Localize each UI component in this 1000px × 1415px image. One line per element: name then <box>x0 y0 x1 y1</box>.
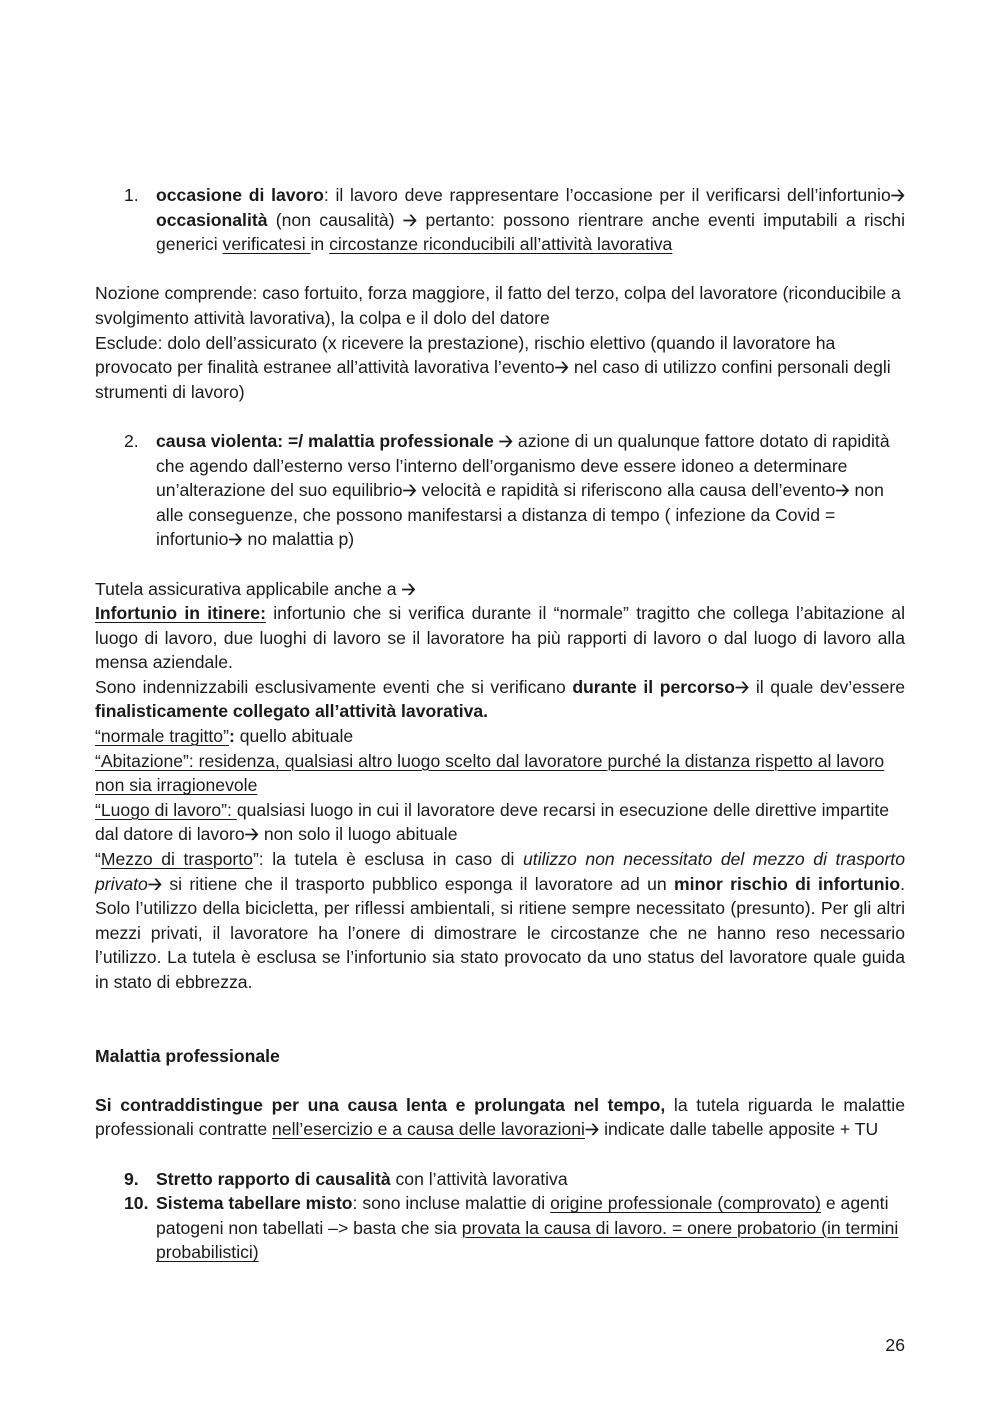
arrow-right-icon: 🡢 <box>498 430 514 451</box>
arrow-right-icon: 🡢 <box>584 1119 600 1140</box>
arrow-right-icon: 🡢 <box>735 676 750 697</box>
page-content <box>95 183 905 1265</box>
section-heading-malattia: Malattia professionale <box>95 1045 280 1066</box>
arrow-right-icon: 🡢 <box>147 873 163 894</box>
list-number: 10. <box>124 1193 149 1214</box>
arrow-right-icon: 🡢 <box>244 824 259 845</box>
page-number: 26 <box>885 1335 905 1355</box>
mezzo-di-trasporto: “Mezzo di trasporto”: la tutela è esclusa in caso di utilizzo non necessitato del mezzo di trasporto privato🡢 si ritiene che il trasporto pubblico esponga il lavoratore ad un minor rischio di infortunio. Solo l’utilizzo della bicicletta, per riflessi ambientali, si ritiene sempre necessitato (presunto). Per gli altri mezzi privati, il lavoratore ha l’onere di dimostrare le circostanze che ne hanno reso necessario l’utilizzo. La tutela è esclusa se l’infortunio sia stato provocato da uno status del lavoratore quale guida in stato di ebbrezza. <box>95 849 905 992</box>
arrow-right-icon: 🡢 <box>401 578 416 599</box>
malattia-paragraph: Si contraddistingue per una causa lenta e prolungata nel tempo, la tutela riguarda le malattie professionali contratte nell’esercizio e a causa delle lavorazioni🡢 indicate dalle tabelle apposite + TU <box>95 1094 905 1140</box>
tutela-intro: Tutela assicurativa applicabile anche a 🡢 <box>95 578 416 599</box>
list-item-causa-violenta: 2. causa violenta: =/ malattia professionale 🡢 azione di un qualunque fattore dotato di rapidità che agendo dall’esterno verso l’interno dell’organismo deve essere idoneo a determinare un’alterazione del suo equilibrio🡢 velocità e rapidità si riferiscono alla causa dell’evento🡢 non alle conseguenze, che possono manifestarsi a distanza di tempo ( infezione da Covid = infortunio🡢 no malattia p) <box>124 430 890 550</box>
arrow-right-icon: 🡢 <box>835 480 850 501</box>
arrow-right-icon: 🡢 <box>402 209 418 230</box>
list-item-causalita: 9. Stretto rapporto di causalità con l’attività lavorativa <box>95 1167 905 1192</box>
nozione-esclude: Esclude: dolo dell’assicurato (x ricevere la prestazione), rischio elettivo (quando il lavoratore ha provocato per finalità estranee all’attività lavorativa l’evento🡢 nel caso di utilizzo confini personali degli strumenti di lavoro) <box>95 332 891 402</box>
normale-tragitto: “normale tragitto”: quello abituale <box>95 726 354 747</box>
arrow-right-icon: 🡢 <box>402 480 417 501</box>
infortunio-itinere: Infortunio in itinere: infortunio che si verifica durante il “normale” tragitto che collega l’abitazione al luogo di lavoro, due luoghi di lavoro se il lavoratore ha più rapporti di lavoro o dal luogo di lavoro alla mensa aziendale. <box>95 603 905 673</box>
nozione-comprende: Nozione comprende: caso fortuito, forza maggiore, il fatto del terzo, colpa del lavoratore (riconducibile a svolgimento attività lavorativa), la colpa e il dolo del datore <box>95 283 901 328</box>
arrow-right-icon: 🡢 <box>890 185 906 205</box>
list-item-sistema-tabellare: 10. Sistema tabellare misto: sono incluse malattie di origine professionale (comprovato) e agenti patogeni non tabellati –> basta che sia provata la causa di lavoro. = onere probatorio (in termini probabilistici) <box>124 1193 899 1263</box>
list-number: 2. <box>124 430 139 451</box>
list-number: 9. <box>124 1168 139 1189</box>
list-number: 1. <box>124 185 139 205</box>
list-item-occasione: 1. occasione di lavoro: il lavoro deve rappresentare l’occasione per il verificarsi dell’infortunio🡢 occasionalità (non causalità) 🡢 pertanto: possono rientrare anche eventi imputabili a rischi generici verificatesi in circostanze riconducibili all’attività lavorativa <box>124 185 906 255</box>
arrow-right-icon: 🡢 <box>554 357 569 378</box>
luogo-di-lavoro: “Luogo di lavoro”: qualsiasi luogo in cui il lavoratore deve recarsi in esecuzione delle direttive impartite dal datore di lavoro🡢 non solo il luogo abituale <box>95 799 890 845</box>
arrow-right-icon: 🡢 <box>228 529 243 550</box>
abitazione: “Abitazione”: residenza, qualsiasi altro luogo scelto dal lavoratore purché la distanza rispetto al lavoro non sia irragionevole <box>95 750 885 796</box>
indennizzabili: Sono indennizzabili esclusivamente eventi che si verificano durante il percorso🡢 il quale dev’essere finalisticamente collegato all’attività lavorativa. <box>95 676 905 722</box>
